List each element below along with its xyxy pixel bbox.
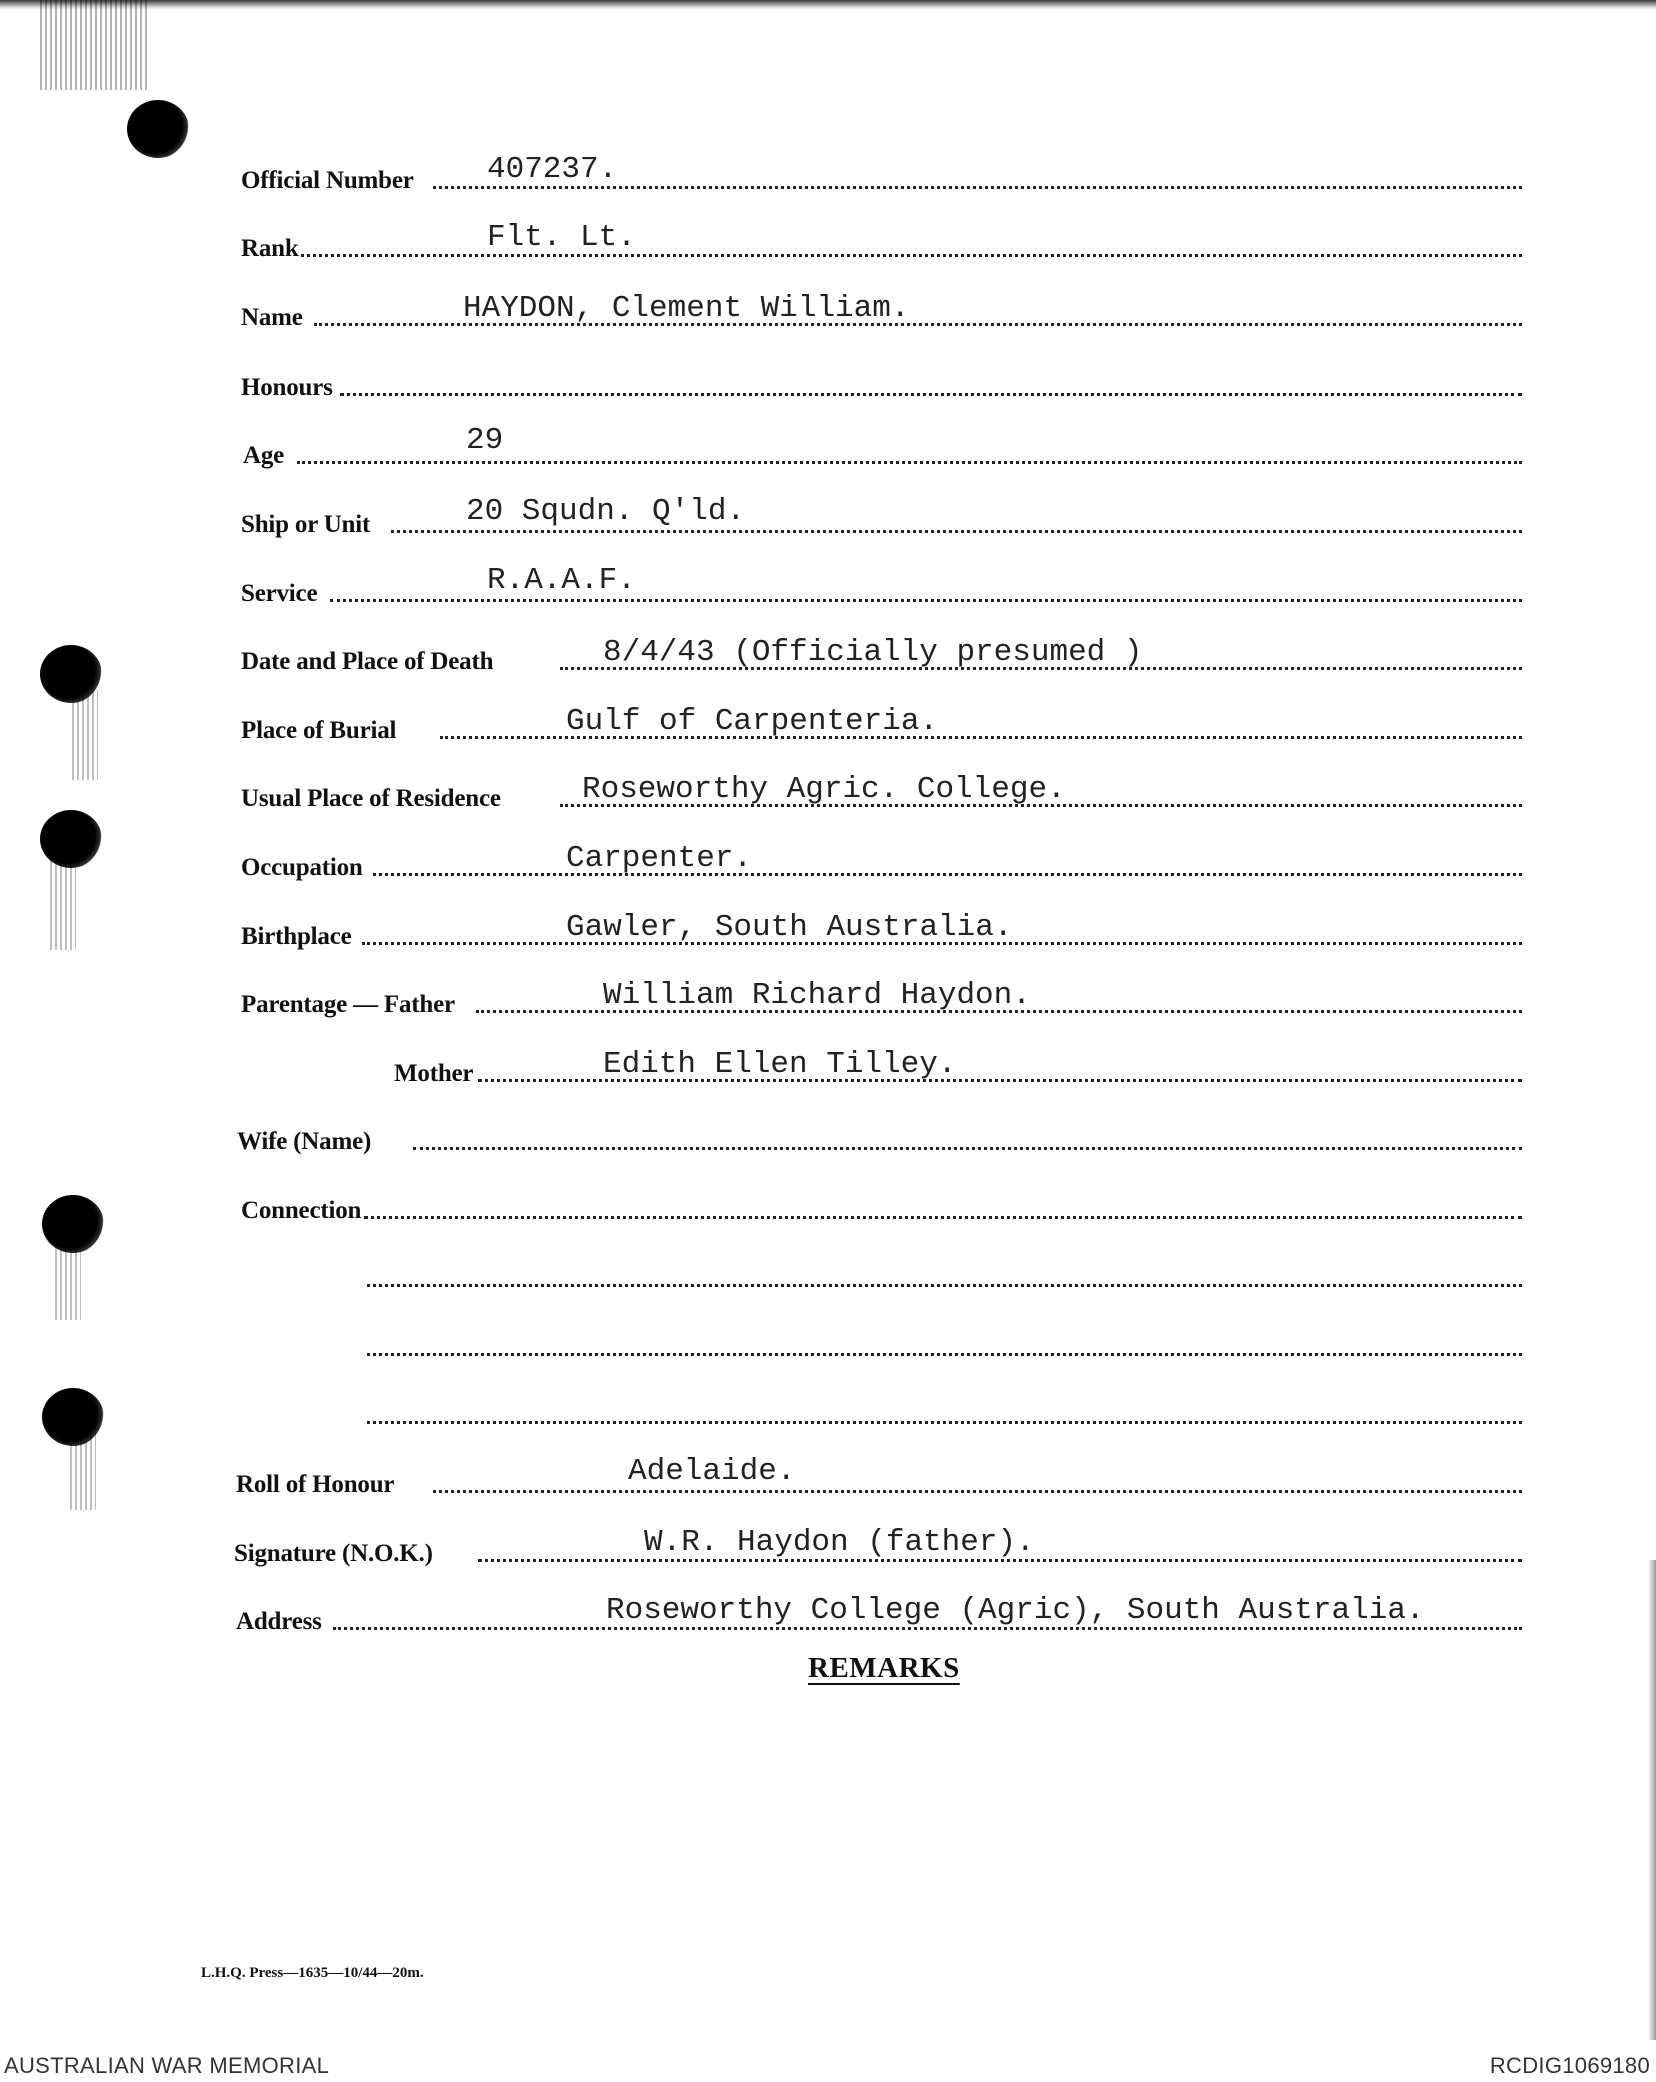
field-label: Signature (N.O.K.) [234, 1540, 433, 1567]
field-signature [0, 1525, 1656, 1568]
dotted-line [364, 1216, 1522, 1219]
dotted-line [413, 1147, 1522, 1150]
field-value: 8/4/43 (Officially presumed ) [603, 635, 1143, 670]
field-label: Official Number [241, 167, 414, 194]
field-age [0, 423, 1656, 470]
remarks-heading: REMARKS [808, 1652, 960, 1684]
field-label: Place of Burial [241, 717, 397, 744]
field-value: Roseworthy College (Agric), South Australia. [606, 1593, 1425, 1628]
field-father [0, 979, 1656, 1019]
field-label: Parentage — Father [241, 991, 455, 1018]
field-value: William Richard Haydon. [603, 978, 1031, 1013]
field-value: W.R. Haydon (father). [644, 1525, 1035, 1560]
scan-top-edge [0, 0, 1656, 10]
field-value: Roseworthy Agric. College. [582, 772, 1066, 807]
field-address [0, 1593, 1656, 1636]
scan-smudge [40, 0, 150, 90]
field-usual-residence [0, 773, 1656, 813]
dotted-line [330, 599, 1522, 602]
footer-record-id: RCDIG1069180 [1489, 2053, 1650, 2078]
field-value: 29 [466, 423, 504, 458]
dotted-line [367, 1421, 1522, 1424]
dotted-line [297, 461, 1522, 464]
connection-line-4 [0, 1390, 1656, 1430]
dotted-line [340, 393, 1522, 396]
field-value: 20 Squdn. Q'ld. [466, 494, 746, 529]
field-occupation [0, 842, 1656, 882]
field-label: Usual Place of Residence [241, 785, 501, 812]
field-wife [0, 1116, 1656, 1156]
field-value: 407237. [487, 152, 618, 187]
field-label: Date and Place of Death [241, 648, 494, 675]
field-label: Birthplace [241, 923, 352, 950]
field-value: R.A.A.F. [487, 563, 636, 598]
field-service [0, 563, 1656, 608]
field-value: Carpenter. [566, 841, 753, 876]
press-mark: L.H.Q. Press—1635—10/44—20m. [201, 1965, 424, 1981]
dotted-line [367, 1284, 1522, 1287]
field-connection [0, 1185, 1656, 1225]
field-label: Age [243, 442, 285, 469]
field-label: Mother [394, 1060, 474, 1087]
field-official-number [0, 152, 1656, 195]
field-label: Name [241, 304, 303, 331]
field-roll-of-honour [0, 1454, 1656, 1499]
field-ship-or-unit [0, 494, 1656, 539]
dotted-line [367, 1353, 1522, 1356]
field-honours [0, 362, 1656, 402]
field-value: Adelaide. [628, 1454, 796, 1489]
field-place-of-burial [0, 705, 1656, 745]
field-mother [0, 1048, 1656, 1088]
field-label: Service [241, 580, 318, 607]
field-value: Gawler, South Australia. [566, 910, 1013, 945]
field-label: Honours [241, 374, 333, 401]
field-label: Wife (Name) [237, 1128, 372, 1155]
field-value: HAYDON, Clement William. [463, 291, 910, 326]
field-value: Edith Ellen Tilley. [603, 1047, 957, 1082]
field-name [0, 292, 1656, 332]
field-birthplace [0, 911, 1656, 951]
punch-hole [127, 100, 189, 158]
field-label: Occupation [241, 854, 363, 881]
dotted-line [373, 873, 1522, 876]
field-label: Roll of Honour [236, 1471, 395, 1498]
dotted-line [433, 1490, 1522, 1493]
field-rank [0, 220, 1656, 263]
dotted-line [391, 530, 1522, 533]
footer-archive-name: AUSTRALIAN WAR MEMORIAL [4, 2053, 330, 2078]
dotted-line [301, 254, 1522, 257]
field-value: Gulf of Carpenteria. [566, 704, 939, 739]
field-value: Flt. Lt. [487, 220, 636, 255]
field-label: Ship or Unit [241, 511, 371, 538]
connection-line-3 [0, 1322, 1656, 1362]
field-label: Address [236, 1608, 322, 1635]
connection-line-2 [0, 1253, 1656, 1293]
field-label: Rank [241, 235, 299, 262]
field-date-place-death [0, 636, 1656, 676]
field-label: Connection [241, 1197, 362, 1224]
